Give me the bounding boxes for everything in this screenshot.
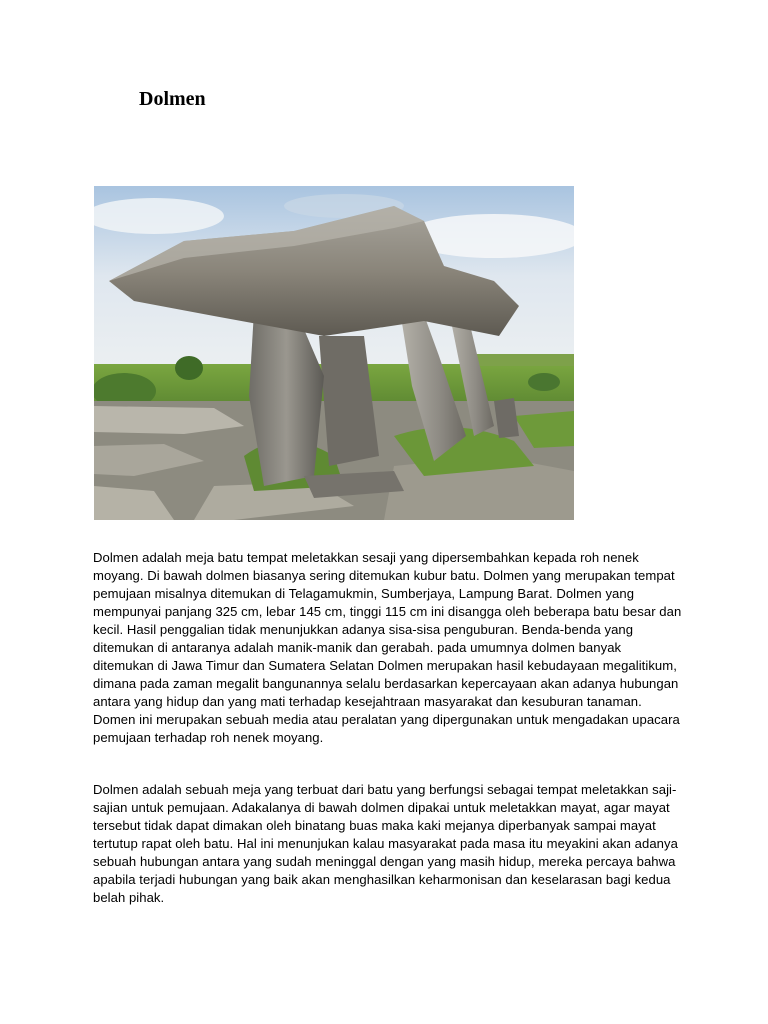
paragraph-1: Dolmen adalah meja batu tempat meletakkan sesaji yang dipersembahkan kepada roh nenek moyang. Di bawah dolmen biasanya sering ditemukan kubur batu. Dolmen yang merupakan tempat pemujaan misalnya ditemukan di Telagamukmin, Sumberjaya, Lampung Barat. Dolmen yang mempunyai panjang 325 cm, lebar 145 cm, tinggi 115 cm ini disangga oleh beberapa batu besar dan kecil. Hasil penggalian tidak menunjukkan adanya sisa-sisa penguburan. Benda-benda yang ditemukan di antaranya adalah manik-manik dan gerabah. pada umumnya dolmen banyak ditemukan di Jawa Timur dan Sumatera Selatan Dolmen merupakan hasil kebudayaan megalitikum, dimana pada zaman megalit bangunannya selalu berdasarkan kepercayaan akan adanya hubungan antara yang hidup dan yang mati terhadap kesejahtraan masyarakat dan kesuburan tanaman. Domen ini merupakan sebuah media atau peralatan yang dipergunakan untuk mengadakan upacara pemujaan terhadap roh nenek moyang. (93, 550, 682, 745)
paragraph-2: Dolmen adalah sebuah meja yang terbuat dari batu yang berfungsi sebagai tempat meletakkan saji-sajian untuk pemujaan. Adakalanya di bawah dolmen dipakai untuk meletakkan mayat, agar mayat tersebut tidak dapat dimakan oleh binatang buas maka kaki mejanya diperbanyak sampai mayat tertutup rapat oleh batu. Hal ini menunjukan kalau masyarakat pada masa itu meyakini akan adanya sebuah hubungan antara yang sudah meninggal dengan yang masih hidup, mereka percaya bahwa apabila terjadi hubungan yang baik akan menghasilkan keharmonisan dan keselarasan bagi kedua belah pihak. (93, 782, 678, 905)
page-title: Dolmen (139, 88, 206, 110)
dolmen-photo (94, 186, 574, 520)
